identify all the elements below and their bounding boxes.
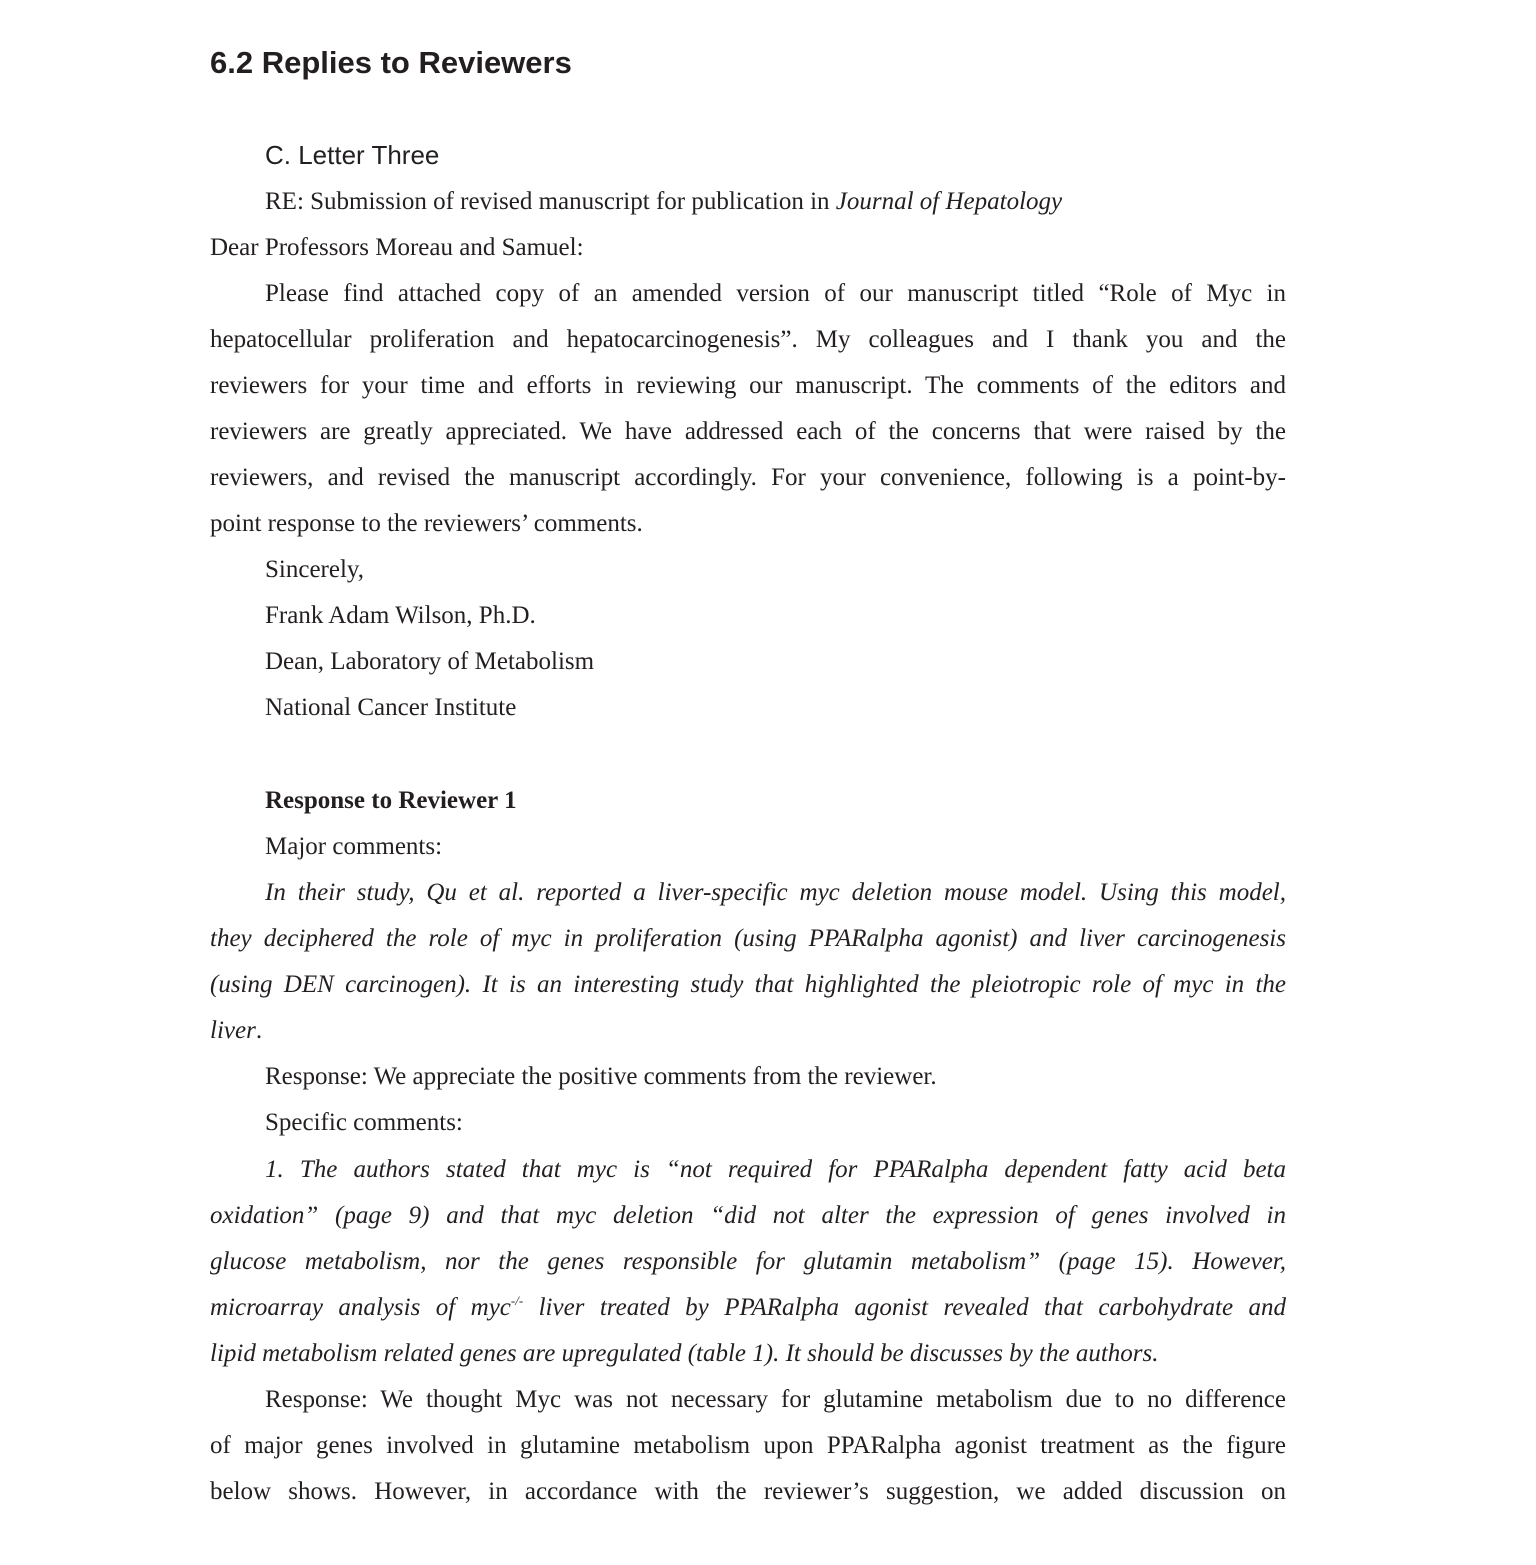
specific-comment-line: lipid metabolism related genes are upregulated (table 1). It should be discusses by the authors.: [210, 1340, 1159, 1367]
letter-heading: C. Letter Three: [265, 140, 440, 170]
specific-comment-line: glucose metabolism, nor the genes responsible for glutamin metabolism” (page 15). However,: [210, 1248, 1286, 1275]
signature-title: Dean, Laboratory of Metabolism: [265, 648, 595, 675]
major-comment-line: (using DEN carcinogen). It is an interesting study that highlighted the pleiotropic role of myc in the: [210, 971, 1286, 998]
major-comment-last-line: [210, 1008, 1286, 1054]
intro-line: reviewers, and revised the manuscript accordingly. For your convenience, following is a point-by-: [210, 464, 1286, 491]
specific-comment-line: oxidation” (page 9) and that myc deletion “did not alter the expression of genes involved in: [210, 1202, 1286, 1229]
reviewer1-heading: Response to Reviewer 1: [265, 787, 517, 814]
specific-response-line: below shows. However, in accordance with the reviewer’s suggestion, we added discussion on: [210, 1478, 1286, 1505]
specific-response-line: Response: We thought Myc was not necessary for glutamine metabolism due to no difference: [265, 1386, 1286, 1413]
specific-comment-line: 1. The authors stated that myc is “not required for PPARalpha dependent fatty acid beta: [265, 1156, 1286, 1183]
closing: Sincerely,: [265, 556, 365, 583]
major-response: Response: We appreciate the positive comments from the reviewer.: [265, 1063, 937, 1090]
signature-name: Frank Adam Wilson, Ph.D.: [265, 602, 536, 629]
journal-name: Journal of Hepatology: [835, 188, 1063, 215]
knockout-superscript: -/-: [510, 1293, 524, 1308]
intro-line: reviewers are greatly appreciated. We have addressed each of the concerns that were raised by the: [210, 418, 1286, 445]
major-comment-line: they deciphered the role of myc in proliferation (using PPARalpha agonist) and liver carcinogenesis: [210, 925, 1286, 952]
signature-institution: National Cancer Institute: [265, 694, 517, 721]
specific-response-line: of major genes involved in glutamine metabolism upon PPARalpha agonist treatment as the figure: [210, 1432, 1286, 1459]
salutation: Dear Professors Moreau and Samuel:: [210, 234, 584, 261]
specific-comment-text: liver treated by PPARalpha agonist revealed that carbohydrate and: [523, 1294, 1286, 1321]
intro-line: reviewers for your time and efforts in reviewing our manuscript. The comments of the editors and: [210, 372, 1286, 399]
major-comment-period: .: [255, 1017, 263, 1044]
specific-comments-label: Specific comments:: [265, 1109, 463, 1136]
specific-comment-text: microarray analysis of myc: [210, 1294, 511, 1321]
intro-line: hepatocellular proliferation and hepatocarcinogenesis”. My colleagues and I thank you and the: [210, 326, 1286, 353]
re-line: [265, 179, 1286, 225]
intro-line: point response to the reviewers’ comments.: [210, 510, 643, 537]
specific-comment-line: [210, 1285, 1286, 1331]
major-comment-line: In their study, Qu et al. reported a liver-specific myc deletion mouse model. Using this model,: [265, 879, 1286, 906]
intro-line: Please find attached copy of an amended version of our manuscript titled “Role of Myc in: [265, 280, 1286, 307]
section-heading: 6.2 Replies to Reviewers: [210, 45, 572, 80]
major-comment-line: liver: [210, 1017, 256, 1044]
re-line-text: RE: Submission of revised manuscript for publication in: [265, 188, 836, 215]
major-comments-label: Major comments:: [265, 833, 443, 860]
